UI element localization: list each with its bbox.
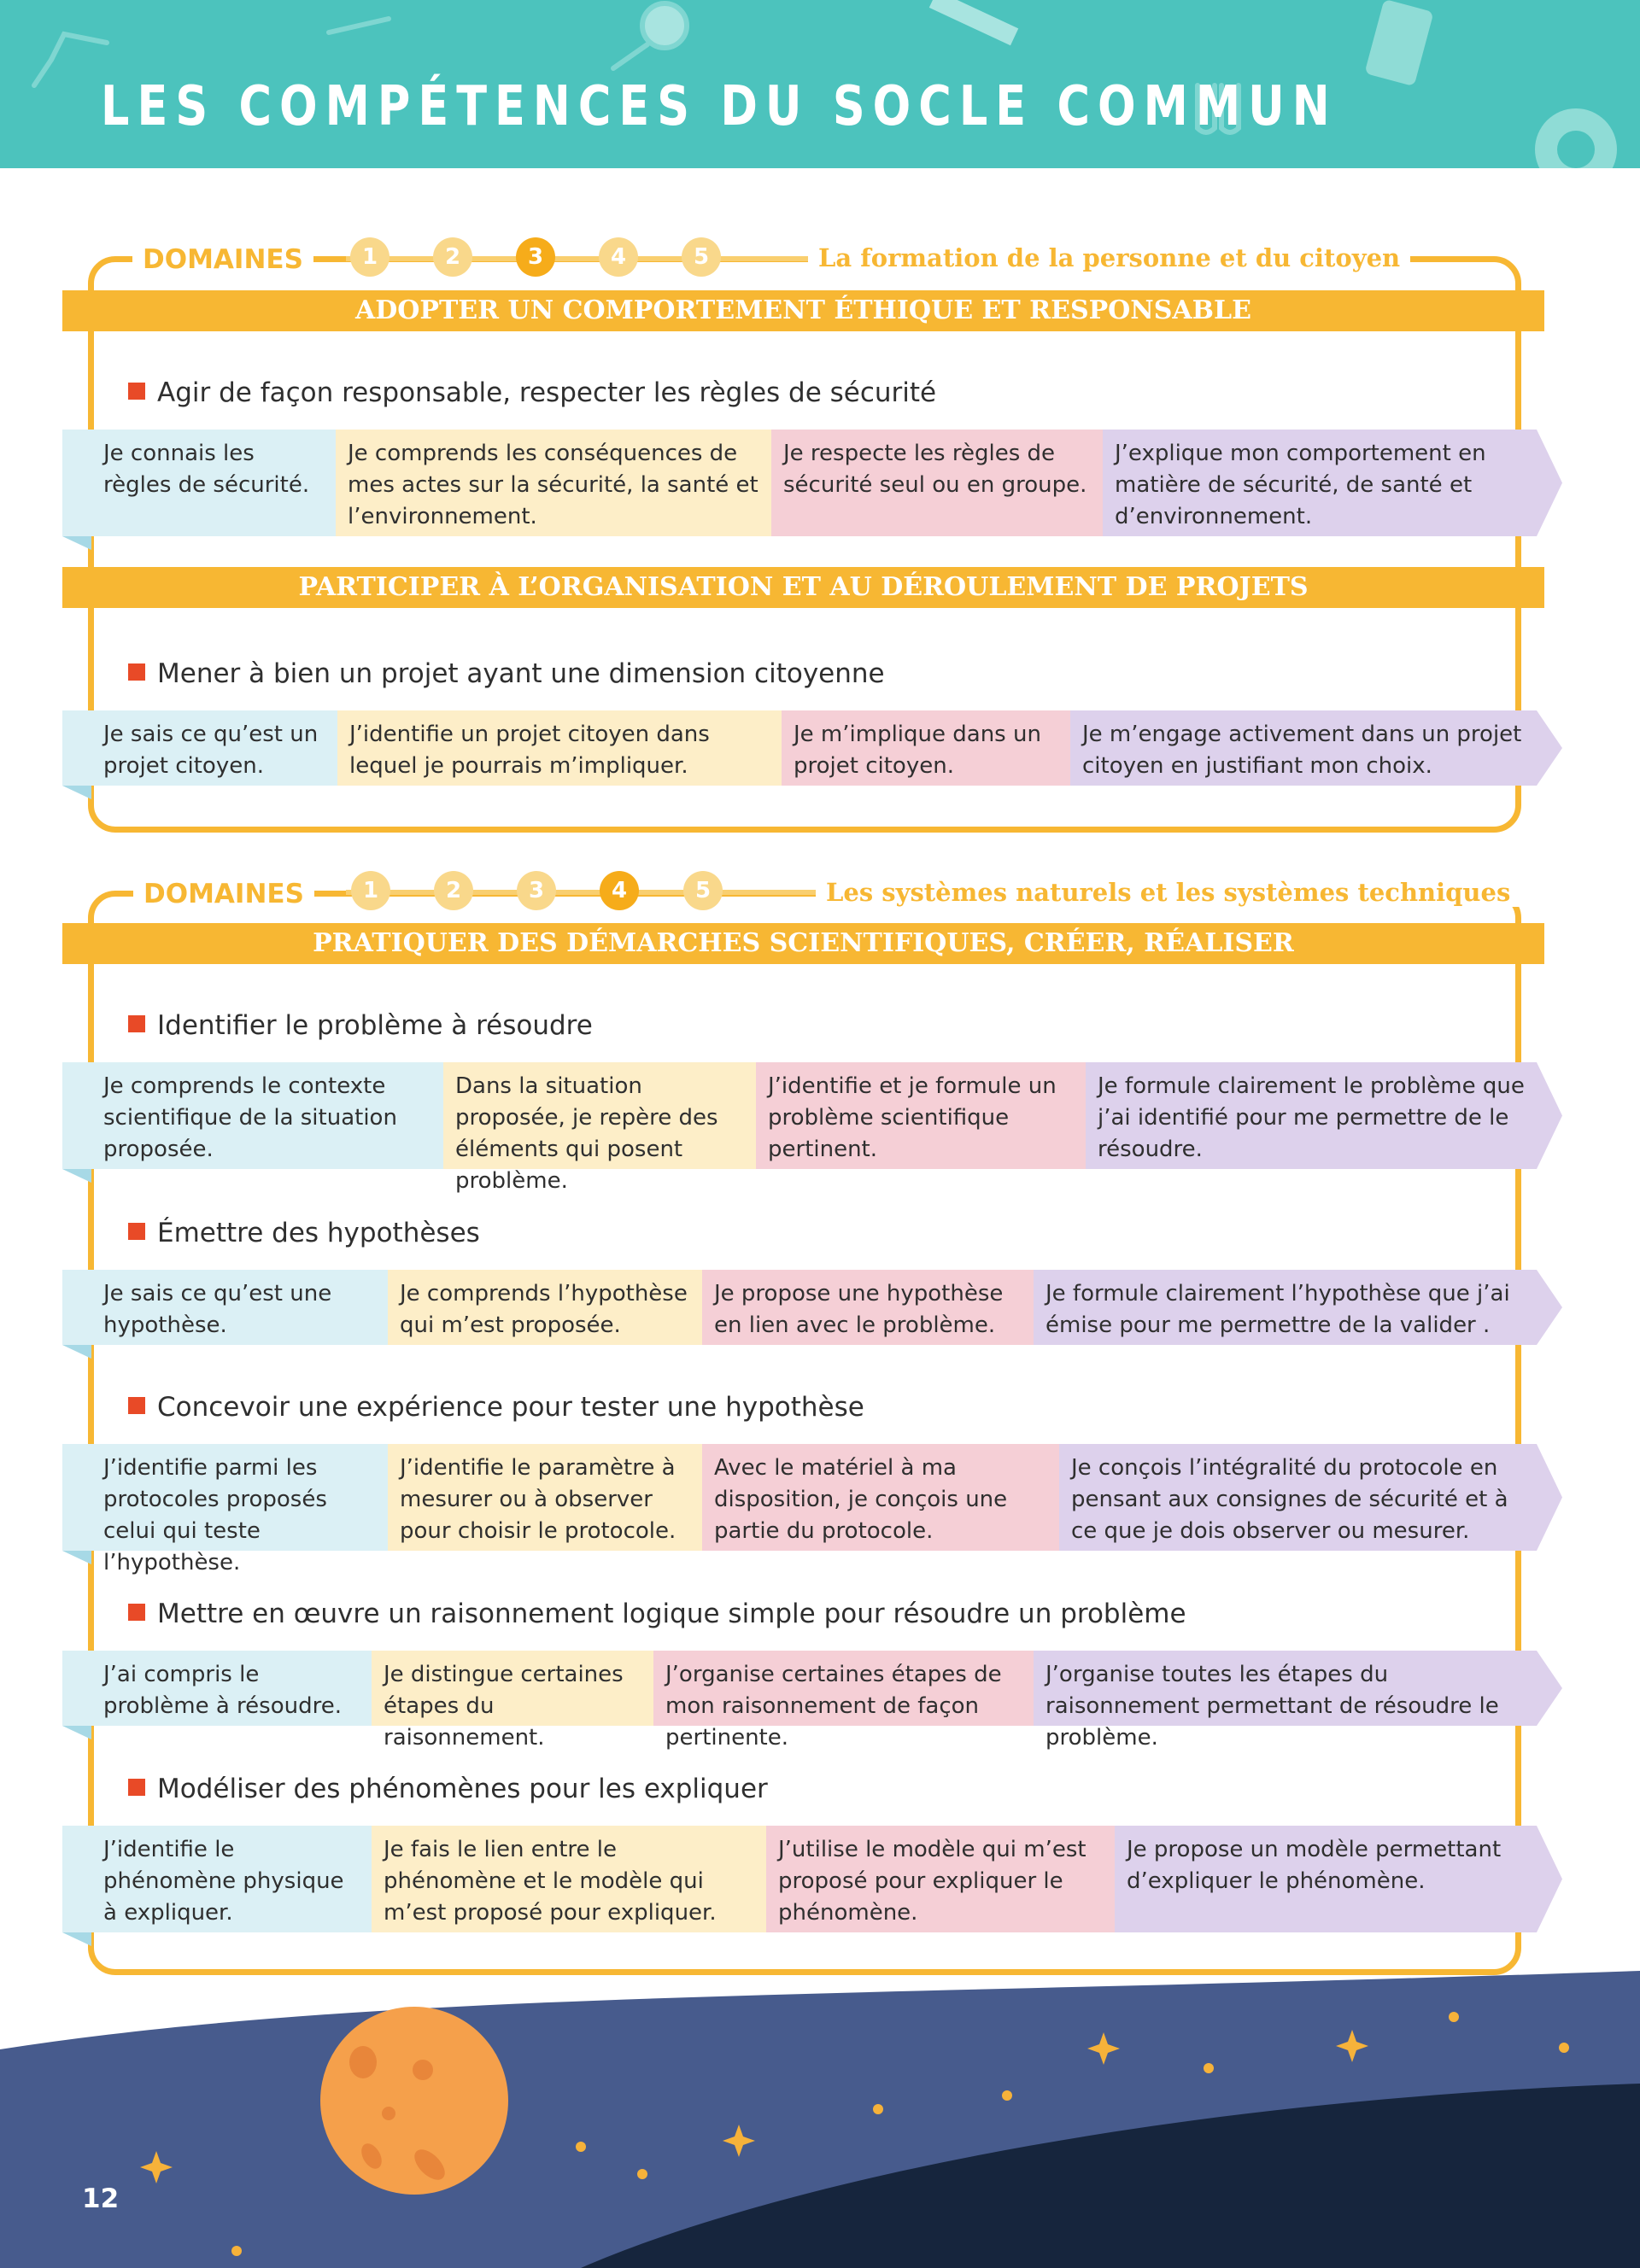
domain-number-1: 1 <box>351 871 390 910</box>
row-fold <box>62 1726 91 1739</box>
level-row <box>62 1826 1563 1932</box>
level-row <box>62 1444 1563 1575</box>
level-row <box>62 430 1563 536</box>
level-2-cell: Je comprends les conséquences de mes actes sur la sécurité, la santé et l’environnement. <box>336 430 771 536</box>
domain-number-5: 5 <box>682 237 721 277</box>
competence-title: Mener à bien un projet ayant une dimension citoyenne <box>128 658 885 689</box>
row-arrow-tip <box>1537 430 1562 536</box>
row-arrow-tip <box>1537 1444 1562 1551</box>
square-bullet-icon <box>128 663 145 681</box>
row-arrow-tip <box>1537 710 1562 786</box>
level-4-cell: Je formule clairement le problème que j’ai identifié pour me permettre de le résoudre. <box>1086 1062 1537 1169</box>
domain-name: La formation de la personne et du citoyen <box>808 243 1410 272</box>
group-banner: ADOPTER UN COMPORTEMENT ÉTHIQUE ET RESPONSABLE <box>62 290 1544 331</box>
level-3-cell: Je respecte les règles de sécurité seul ou en groupe. <box>771 430 1103 536</box>
level-4-cell: Je propose un modèle permettant d’expliquer le phénomène. <box>1115 1826 1537 1932</box>
level-3-cell: Avec le matériel à ma disposition, je conçois une partie du protocole. <box>702 1444 1059 1551</box>
level-1-cell: J’ai compris le problème à résoudre. <box>62 1651 372 1726</box>
square-bullet-icon <box>128 383 145 400</box>
level-4-cell: J’organise toutes les étapes du raisonnement permettant de résoudre le problème. <box>1034 1651 1537 1726</box>
level-3-cell: Je m’implique dans un projet citoyen. <box>782 710 1070 786</box>
level-3-cell: J’organise certaines étapes de mon raisonnement de façon pertinente. <box>653 1651 1034 1726</box>
square-bullet-icon <box>128 1604 145 1621</box>
square-bullet-icon <box>128 1397 145 1414</box>
level-row <box>62 1651 1563 1751</box>
level-2-cell: J’identifie le paramètre à mesurer ou à observer pour choisir le protocole. <box>388 1444 702 1551</box>
row-arrow-tip <box>1537 1826 1562 1932</box>
row-arrow-tip <box>1537 1062 1562 1169</box>
row-fold <box>62 1169 91 1183</box>
row-fold <box>62 1551 91 1564</box>
level-1-cell: Je connais les règles de sécurité. <box>62 430 336 536</box>
square-bullet-icon <box>128 1015 145 1032</box>
row-fold <box>62 786 91 799</box>
level-2-cell: Je fais le lien entre le phénomène et le modèle qui m’est proposé pour expliquer. <box>372 1826 766 1932</box>
planet-icon <box>320 2007 508 2195</box>
competence-title: Mettre en œuvre un raisonnement logique simple pour résoudre un problème <box>128 1599 1186 1629</box>
domaines-label: DOMAINES <box>132 244 313 275</box>
group-banner: PARTICIPER À L’ORGANISATION ET AU DÉROULEMENT DE PROJETS <box>62 567 1544 608</box>
section-frame-sciences <box>88 891 1521 1975</box>
square-bullet-icon <box>128 1779 145 1796</box>
page-title: LES COMPÉTENCES DU SOCLE COMMUN <box>101 75 1338 138</box>
competence-title: Émettre des hypothèses <box>128 1218 480 1248</box>
level-3-cell: J’identifie et je formule un problème scientifique pertinent. <box>756 1062 1086 1169</box>
domain-number-1: 1 <box>350 237 390 277</box>
row-arrow-tip <box>1537 1270 1562 1345</box>
competence-title: Modéliser des phénomènes pour les expliquer <box>128 1774 768 1804</box>
domain-connector <box>346 890 824 895</box>
level-3-cell: Je propose une hypothèse en lien avec le problème. <box>702 1270 1034 1345</box>
domain-number-2: 2 <box>433 237 472 277</box>
level-4-cell: J’explique mon comportement en matière de sécurité, de santé et d’environnement. <box>1103 430 1537 536</box>
domain-name: Les systèmes naturels et les systèmes techniques <box>816 878 1520 907</box>
level-1-cell: Je sais ce qu’est une hypothèse. <box>62 1270 388 1345</box>
page-header <box>0 0 1640 168</box>
domaines-label: DOMAINES <box>133 879 314 909</box>
level-3-cell: J’utilise le modèle qui m’est proposé pour expliquer le phénomène. <box>766 1826 1115 1932</box>
level-row <box>62 1062 1563 1194</box>
domain-number-4-active: 4 <box>600 871 639 910</box>
domain-connector <box>346 256 811 261</box>
domain-number-2: 2 <box>434 871 473 910</box>
group-banner: PRATIQUER DES DÉMARCHES SCIENTIFIQUES, CRÉER, RÉALISER <box>62 923 1544 964</box>
domain-number-5: 5 <box>683 871 723 910</box>
level-4-cell: Je m’engage activement dans un projet citoyen en justifiant mon choix. <box>1070 710 1537 786</box>
domain-number-3-active: 3 <box>516 237 555 277</box>
domain-number-3: 3 <box>517 871 556 910</box>
level-2-cell: Je comprends l’hypothèse qui m’est proposée. <box>388 1270 702 1345</box>
page-number: 12 <box>82 2183 120 2214</box>
row-arrow-tip <box>1537 1651 1562 1726</box>
row-fold <box>62 536 91 550</box>
competence-title: Agir de façon responsable, respecter les règles de sécurité <box>128 377 936 408</box>
space-illustration <box>0 1964 1640 2268</box>
level-4-cell: Je formule clairement l’hypothèse que j’ai émise pour me permettre de la valider . <box>1034 1270 1537 1345</box>
level-row <box>62 1270 1563 1345</box>
competence-title: Identifier le problème à résoudre <box>128 1010 593 1041</box>
row-fold <box>62 1345 91 1359</box>
row-fold <box>62 1932 91 1946</box>
level-1-cell: J’identifie le phénomène physique à expliquer. <box>62 1826 372 1932</box>
domain-number-4: 4 <box>599 237 638 277</box>
level-row <box>62 710 1563 786</box>
level-2-cell: Dans la situation proposée, je repère des éléments qui posent problème. <box>443 1062 756 1169</box>
level-2-cell: Je distingue certaines étapes du raisonnement. <box>372 1651 653 1726</box>
level-4-cell: Je conçois l’intégralité du protocole en pensant aux consignes de sécurité et à ce que je dois observer ou mesurer. <box>1059 1444 1537 1551</box>
level-2-cell: J’identifie un projet citoyen dans lequel je pourrais m’impliquer. <box>337 710 782 786</box>
level-1-cell: J’identifie parmi les protocoles proposés celui qui teste l’hypothèse. <box>62 1444 388 1551</box>
square-bullet-icon <box>128 1223 145 1240</box>
competence-title: Concevoir une expérience pour tester une hypothèse <box>128 1392 864 1423</box>
level-1-cell: Je comprends le contexte scientifique de la situation proposée. <box>62 1062 443 1169</box>
level-1-cell: Je sais ce qu’est un projet citoyen. <box>62 710 337 786</box>
